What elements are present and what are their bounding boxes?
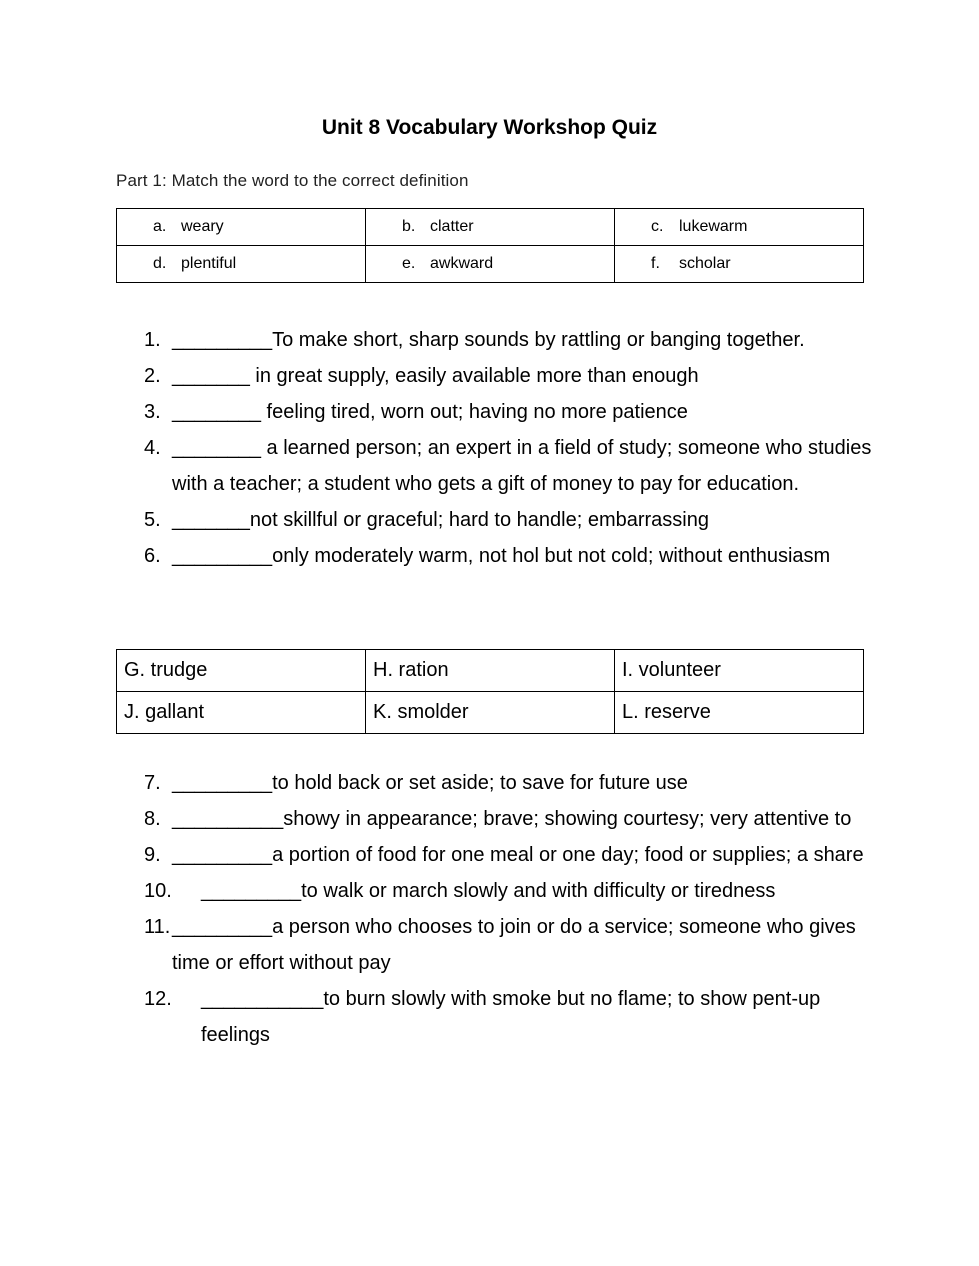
definition-text: _________to hold back or set aside; to save for future use [172,772,688,794]
definition-text: _________only moderately warm, not hol but not cold; without enthusiasm [172,545,831,567]
word-cell [615,246,864,283]
page-title: Unit 8 Vocabulary Workshop Quiz [321,116,658,139]
word: scholar [679,255,731,272]
item-number: 11. [144,916,171,938]
table-row [117,692,864,734]
definition-list-1 [0,322,979,574]
definition-text: __________showy in appearance; brave; showing courtesy; very attentive to [172,808,852,830]
item-number: 5. [144,509,161,531]
list-item [0,430,872,502]
word: awkward [430,255,494,272]
definition-text: ________ feeling tired, worn out; having no more patience [172,401,688,423]
definition-text: _______ in great supply, easily available more than enough [172,365,699,387]
word-bank-table-2 [116,649,864,734]
word-cell [615,209,864,246]
item-number: 2. [144,365,161,387]
word-marker: e. [402,255,416,272]
item-number: 8. [144,808,161,830]
word-marker: a. [153,218,167,235]
definition-list-2 [0,765,979,1053]
item-number: 10. [144,880,172,902]
item-number: 3. [144,401,161,423]
definition-text: _________To make short, sharp sounds by rattling or banging together. [172,329,805,351]
list-item [0,801,872,837]
word: plentiful [181,255,237,272]
part1-instructions: Part 1: Match the word to the correct definition [116,171,469,190]
word-marker: f. [651,255,660,272]
list-item [0,873,872,909]
word-cell: G. trudge [117,650,366,692]
item-number: 1. [144,329,161,351]
word: clatter [430,218,474,235]
word-cell [117,209,366,246]
item-number: 4. [144,437,161,459]
list-item [0,837,872,873]
word-marker: c. [651,218,664,235]
list-item [0,358,872,394]
word-marker: d. [153,255,167,272]
list-item [0,322,872,358]
item-number: 6. [144,545,161,567]
word-cell [366,209,615,246]
definition-text: _________to walk or march slowly and with difficulty or tiredness [201,880,776,902]
definition-text: _________a person who chooses to join or do a service; someone who gives time or effort without pay [172,916,856,974]
definition-text: ________ a learned person; an expert in a field of study; someone who studies with a teacher; a student who gets a gift of money to pay for education. [172,437,872,495]
list-item [0,765,872,801]
list-item [0,502,872,538]
list-item [0,394,872,430]
word-bank-table-1 [116,208,864,283]
definition-text: _________a portion of food for one meal or one day; food or supplies; a share [172,844,864,866]
word-cell: I. volunteer [615,650,864,692]
list-item [0,538,872,574]
item-number: 7. [144,772,161,794]
definition-text: _______not skillful or graceful; hard to handle; embarrassing [172,509,709,531]
word-cell: H. ration [366,650,615,692]
word-cell: L. reserve [615,692,864,734]
word: weary [181,218,224,235]
word-cell: K. smolder [366,692,615,734]
word-cell [117,246,366,283]
definition-text: ___________to burn slowly with smoke but no flame; to show pent-up feelings [201,988,821,1046]
item-number: 12. [144,988,172,1010]
table-row [117,246,864,283]
word-cell: J. gallant [117,692,366,734]
item-number: 9. [144,844,161,866]
word: lukewarm [679,218,748,235]
word-marker: b. [402,218,416,235]
list-item [0,981,872,1053]
list-item [0,909,872,981]
word-cell [366,246,615,283]
table-row [117,650,864,692]
table-row [117,209,864,246]
